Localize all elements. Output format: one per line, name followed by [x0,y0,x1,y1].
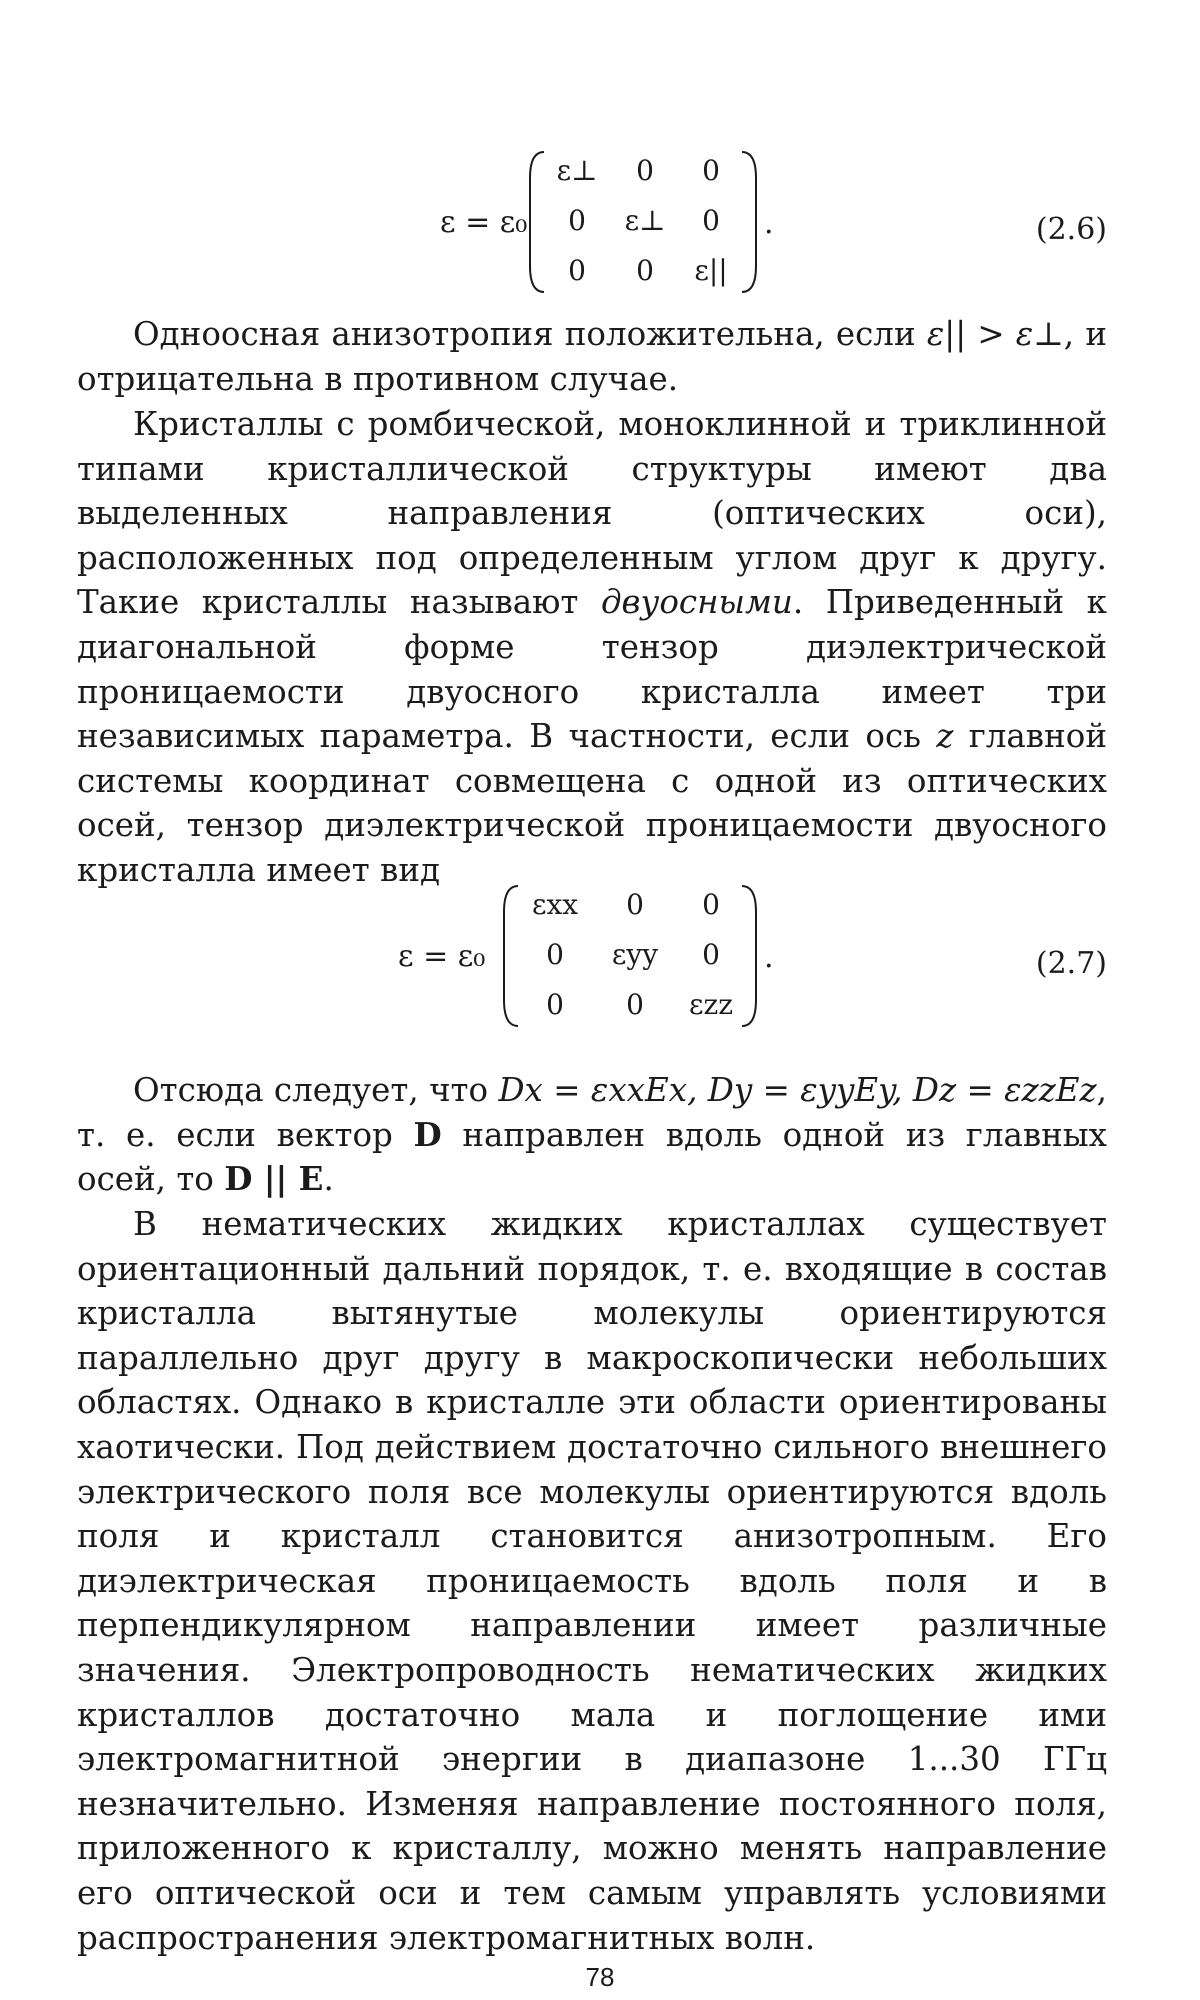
equation-2-6 [0,148,1200,298]
text-run: главной системы координат совмещена с одной из оптических осей, тензор диэлектрической проницаемости двуосного кристалла имеет вид [77,717,1107,889]
matrix-cell: 0 [702,204,720,237]
matrix-cell: 0 [546,988,564,1021]
text-run: . [323,1160,334,1199]
matrix-cell: 0 [636,254,654,287]
text-run: . Приведенный к диагональной форме тензор диэлектрической проницаемости двуосного кристалла имеет три независимых параметра. В частности, если ось [77,583,1107,756]
paragraph-biaxial [77,402,1107,893]
equation-number: (2.6) [1035,212,1107,247]
equation-lhs: ε = ε₀ [440,205,528,240]
matrix-cell: 0 [636,154,654,187]
matrix-cell: εxx [531,888,579,921]
matrix-cell: 0 [626,988,644,1021]
inline-formula: D || E [224,1159,324,1199]
matrix-cell: 0 [568,254,586,287]
emphasized-term: двуосными [600,583,793,622]
text-run: Одноосная анизотропия положительна, если [133,315,927,353]
matrix-cell: 0 [702,154,720,187]
text-run: , и отрицательна в противном случае. [77,315,1107,398]
vector-symbol: D [413,1114,442,1154]
equation-number: (2.7) [1035,946,1107,981]
page-number: 78 [585,1962,615,1992]
matrix-cell: 0 [702,888,720,921]
paragraph-uniaxial [77,312,1107,401]
matrix-cell: ε|| [694,254,728,287]
paragraph-consequence [77,1068,1107,1202]
text-run: Отсюда следует, что [133,1071,499,1109]
matrix-cell: 0 [568,204,586,237]
inline-formula: Dx = εxxEx, Dy = εyyEy, Dz = εzzEz [498,1071,1097,1109]
equation-period: . [764,940,774,975]
equation-2-7 [0,882,1200,1032]
text-run: , т. е. если вектор [77,1071,1107,1154]
text-run: направлен вдоль одной из главных осей, то [77,1115,1107,1199]
paragraph-nematic: В нематических жидких кристаллах существует ориентационный дальний порядок, т. е. входящие в состав кристалла вытянутые молекулы ориентируются параллельно друг другу в макроскопически небольших областях. Однако в кристалле эти области ориентированы хаотически. Под действием достаточно сильного внешнего электрического поля все молекулы ориентируются вдоль поля и кристалл становится анизотропным. Его диэлектрическая проницаемость вдоль поля и в перпендикулярном направлении имеет различные значения. Электропроводность нематических жидких кристаллов достаточно мала и поглощение ими электромагнитной энергии в диапазоне 1...30 ГГц незначительно. Изменяя направление постоянного поля, приложенного к кристаллу, можно менять направление его оптической оси и тем самым управлять условиями распространения электромагнитных волн. [77,1205,1107,1957]
matrix-cell: ε⊥ [624,204,666,237]
matrix-cell: εyy [611,938,659,971]
inline-formula: ε|| > ε⊥ [926,315,1064,353]
text-run: Кристаллы с ромбической, моноклинной и триклинной типами кристаллической структуры имеют два выделенных направления (оптических оси), расположенных под определенным углом друг к другу. Такие кристаллы называют [77,405,1107,622]
matrix-cell: εzz [688,988,733,1021]
matrix-cell: ε⊥ [556,154,598,187]
equation-period: . [764,206,774,241]
matrix-cell: 0 [546,938,564,971]
matrix-cell: 0 [702,938,720,971]
matrix-cell: 0 [626,888,644,921]
axis-symbol: z [936,717,954,756]
equation-lhs: ε = ε₀ [398,939,486,974]
